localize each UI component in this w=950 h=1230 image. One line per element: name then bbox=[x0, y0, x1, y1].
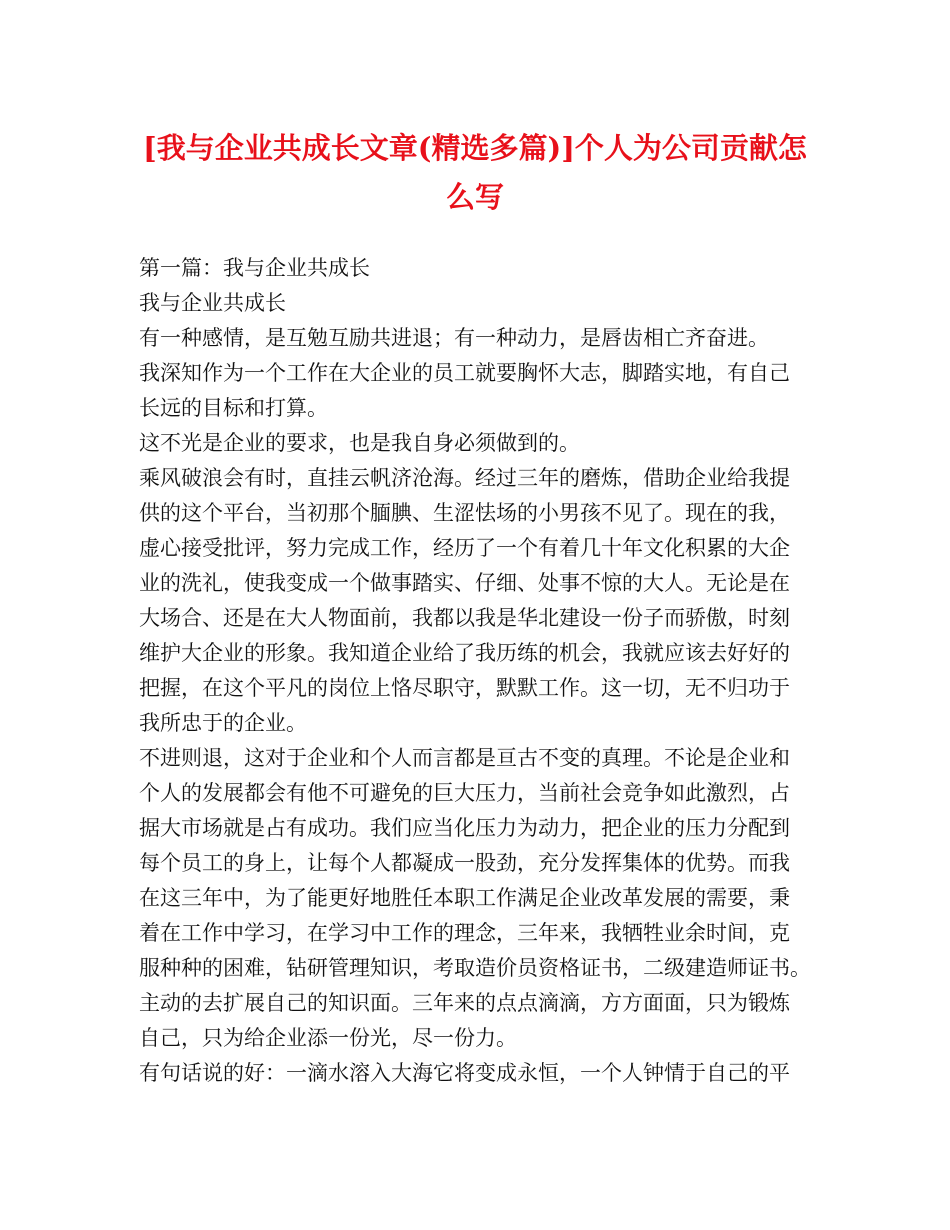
paragraph-line: 在这三年中，为了能更好地胜任本职工作满足企业改革发展的需要，秉 bbox=[139, 886, 790, 910]
document-title-line-2: 么写 bbox=[445, 180, 504, 214]
paragraph-line: 不进则退，这对于企业和个人而言都是亘古不变的真理。不论是企业和 bbox=[139, 746, 790, 770]
paragraph-line: 长远的目标和打算。 bbox=[139, 396, 328, 420]
paragraph-line: 着在工作中学习，在学习中工作的理念，三年来，我牺牲业余时间，克 bbox=[139, 921, 790, 945]
paragraph-line: 把握，在这个平凡的岗位上恪尽职守，默默工作。这一切，无不归功于 bbox=[139, 676, 790, 700]
paragraph-line: 个人的发展都会有他不可避免的巨大压力，当前社会竞争如此激烈，占 bbox=[139, 781, 790, 805]
paragraph-line: 有一种感情，是互勉互励共进退；有一种动力，是唇齿相亡齐奋进。 bbox=[139, 326, 769, 350]
paragraph-line: 据大市场就是占有成功。我们应当化压力为动力，把企业的压力分配到 bbox=[139, 816, 790, 840]
paragraph-line: 有句话说的好：一滴水溶入大海它将变成永恒，一个人钟情于自己的平 bbox=[139, 1061, 790, 1085]
article-title: 我与企业共成长 bbox=[139, 291, 286, 315]
paragraph-line: 虚心接受批评，努力完成工作，经历了一个有着几十年文化积累的大企 bbox=[139, 536, 790, 560]
paragraph-line: 服种种的困难，钻研管理知识，考取造价员资格证书，二级建造师证书。 bbox=[139, 956, 811, 980]
paragraph-line: 大场合、还是在大人物面前，我都以我是华北建设一份子而骄傲，时刻 bbox=[139, 606, 790, 630]
paragraph-line: 业的洗礼，使我变成一个做事踏实、仔细、处事不惊的大人。无论是在 bbox=[139, 571, 790, 595]
paragraph-line: 自己，只为给企业添一份光，尽一份力。 bbox=[139, 1026, 517, 1050]
paragraph-line: 维护大企业的形象。我知道企业给了我历练的机会，我就应该去好好的 bbox=[139, 641, 790, 665]
document-title-line-1: [我与企业共成长文章(精选多篇)]个人为公司贡献怎 bbox=[143, 131, 807, 165]
paragraph-line: 这不光是企业的要求，也是我自身必须做到的。 bbox=[139, 431, 580, 455]
paragraph-line: 供的这个平台，当初那个腼腆、生涩怯场的小男孩不见了。现在的我， bbox=[139, 501, 790, 525]
paragraph-line: 主动的去扩展自己的知识面。三年来的点点滴滴，方方面面，只为锻炼 bbox=[139, 991, 790, 1015]
section-heading: 第一篇：我与企业共成长 bbox=[139, 256, 370, 280]
paragraph-line: 我所忠于的企业。 bbox=[139, 711, 307, 735]
paragraph-line: 每个员工的身上，让每个人都凝成一股劲，充分发挥集体的优势。而我 bbox=[139, 851, 790, 875]
paragraph-line: 乘风破浪会有时，直挂云帆济沧海。经过三年的磨炼，借助企业给我提 bbox=[139, 466, 790, 490]
paragraph-line: 我深知作为一个工作在大企业的员工就要胸怀大志，脚踏实地，有自己 bbox=[139, 361, 790, 385]
